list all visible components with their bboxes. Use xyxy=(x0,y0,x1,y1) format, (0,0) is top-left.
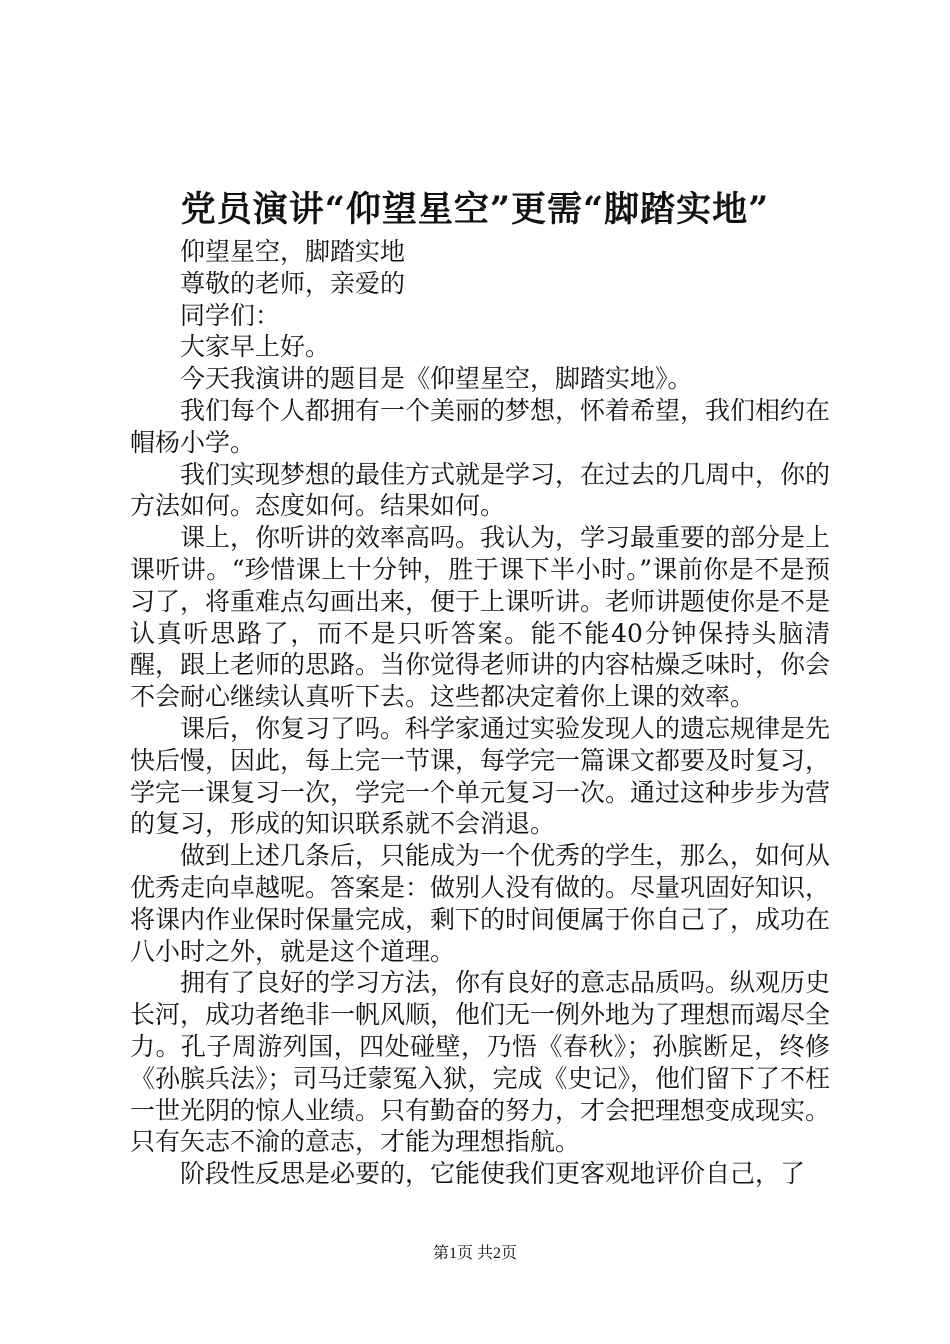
paragraph: 大家早上好。 xyxy=(180,332,331,362)
document-body xyxy=(130,236,830,1190)
paragraph: 同学们： xyxy=(180,300,281,330)
paragraph: 仰望星空，脚踏实地 xyxy=(180,237,406,266)
page-footer: 第1页 共2页 xyxy=(432,1245,517,1262)
paragraph: 我们每个人都拥有一个美丽的梦想，怀着希望，我们相约在帽杨小学。 xyxy=(130,395,831,457)
paragraph: 拥有了良好的学习方法，你有良好的意志品质吗。纵观历史长河，成功者绝非一帆风顺，他们无一例外地为了理想而竭尽全力。孔子周游列国，四处碰壁，乃悟《春秋》；孙膑断足，终修《孙膑兵法》；司马迁蒙冤入狱，完成《史记》，他们留下了不枉一世光阴的惊人业绩。只有勤奋的努力，才会把理想变成现实。只有矢志不渝的意志，才能为理想指航。 xyxy=(130,968,831,1157)
paragraph: 课上，你听讲的效率高吗。我认为，学习最重要的部分是上课听讲。“珍惜课上十分钟，胜于课下半小时。”课前你是不是预习了，将重难点勾画出来，便于上课听讲。老师讲题使你是不是认真听思路了，而不是只听答案。能不能40分钟保持头脑清醒，跟上老师的思路。当你觉得老师讲的内容枯燥乏味时，你会不会耐心继续认真听下去。这些都决定着你上课的效率。 xyxy=(130,523,831,712)
paragraph: 今天我演讲的题目是《仰望星空，脚踏实地》。 xyxy=(180,364,693,394)
paragraph: 阶段性反思是必要的，它能使我们更客观地评价自己，了 xyxy=(180,1159,806,1189)
paragraph: 课后，你复习了吗。科学家通过实验发现人的遗忘规律是先快后慢，因此，每上完一节课，每学完一篇课文都要及时复习，学完一课复习一次，学完一个单元复习一次。通过这种步步为营的复习，形成的知识联系就不会消退。 xyxy=(130,713,831,839)
paragraph: 做到上述几条后，只能成为一个优秀的学生，那么，如何从优秀走向卓越呢。答案是：做别人没有做的。尽量巩固好知识，将课内作业保时保量完成，剩下的时间便属于你自己了，成功在八小时之外，就是这个道理。 xyxy=(130,841,831,966)
paragraph: 我们实现梦想的最佳方式就是学习，在过去的几周中，你的方法如何。态度如何。结果如何。 xyxy=(130,459,831,521)
page-title: 党员演讲“仰望星空”更需“脚踏实地” xyxy=(180,189,770,230)
paragraph: 尊敬的老师，亲爱的 xyxy=(180,268,406,298)
